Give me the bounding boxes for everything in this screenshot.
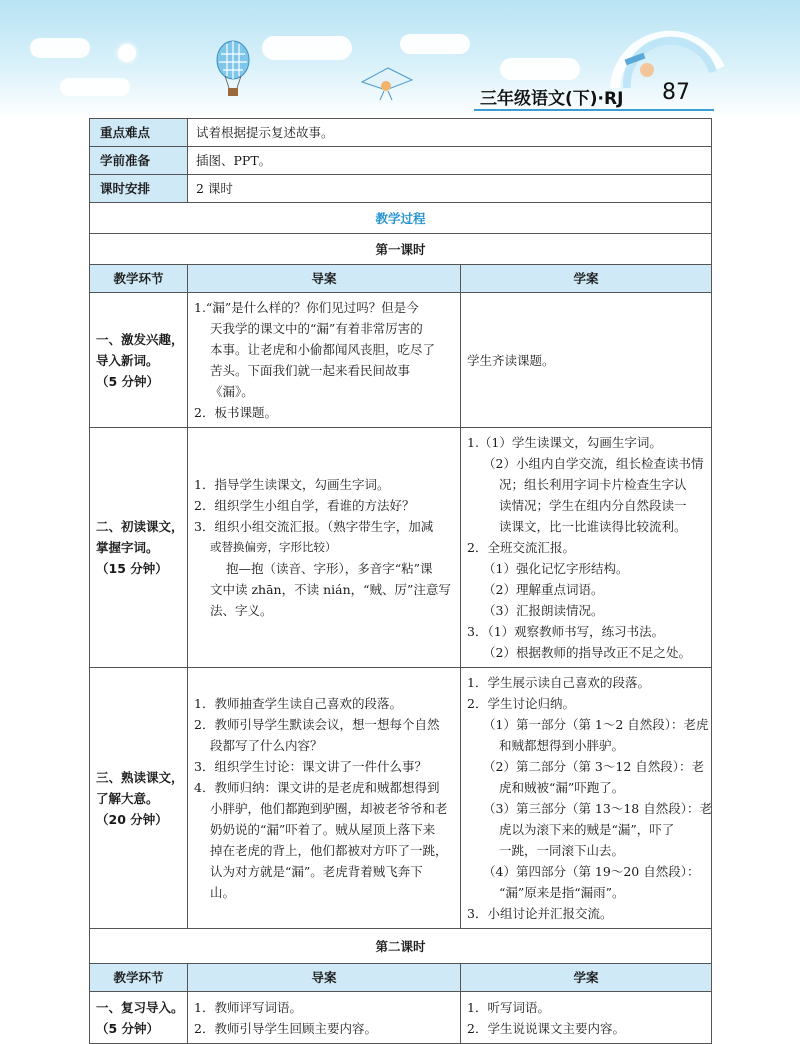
study-line: 一跳，一同滚下山去。: [499, 843, 625, 858]
stage-text: 了解大意。: [96, 790, 159, 806]
sun-icon: [118, 44, 136, 62]
guide-line: 4．教师归纳：课文讲的是老虎和贼都想得到: [194, 780, 440, 795]
guide-line: 山。: [210, 885, 236, 900]
study-line: （3）汇报朗读情况。: [483, 603, 604, 618]
info-row: [90, 175, 712, 203]
column-header: 导案: [188, 265, 461, 293]
stage-text: 二、初读课文，: [96, 519, 184, 534]
guide-line: 本事。让老虎和小偷都闻风丧胆，吃尽了: [210, 342, 436, 357]
study-line: 1.（1）学生读课文，勾画生字词。: [467, 435, 662, 450]
info-value: 插图、PPT。: [188, 147, 712, 175]
stage-text: （5 分钟）: [96, 1020, 160, 1036]
study-line: （2）小组内自学交流，组长检查读书情: [483, 456, 704, 471]
study-line: 读情况；学生在组内分自然段读一: [499, 498, 687, 513]
table-row: [90, 992, 712, 1044]
lesson-plan-table: [89, 118, 712, 1044]
column-header: 教学环节: [90, 964, 188, 992]
stage-cell: [90, 428, 188, 668]
study-line: （2）理解重点词语。: [483, 582, 604, 597]
stage-text: 一、激发兴趣，: [96, 331, 184, 347]
stage-text: （15 分钟）: [96, 561, 168, 576]
header-illustration: [0, 0, 800, 118]
study-line: （2）第二部分（第 3～12 自然段）：老: [483, 759, 705, 774]
table-row: [90, 428, 712, 668]
info-label: 课时安排: [90, 175, 188, 203]
stage-text: 掌握字词。: [96, 540, 159, 555]
column-header: 教学环节: [90, 265, 188, 293]
study-line: 1．学生展示读自己喜欢的段落。: [467, 675, 650, 690]
lesson2-title: 第二课时: [90, 929, 712, 964]
study-line: （2）根据教师的指导改正不足之处。: [483, 645, 691, 660]
column-header: 学案: [461, 265, 712, 293]
table-row: [90, 293, 712, 428]
guide-line: 或替换偏旁，字形比较）: [210, 540, 337, 554]
stage-cell: [90, 293, 188, 428]
study-cell: [461, 293, 712, 428]
info-row: [90, 147, 712, 175]
stage-cell: [90, 992, 188, 1044]
guide-line: 1．教师抽查学生读自己喜欢的段落。: [194, 696, 402, 711]
guide-line: 1．指导学生读课文，勾画生字词。: [194, 477, 390, 492]
guide-line: 小胖驴，他们都跑到驴圈，却被老爷爷和老: [210, 801, 448, 816]
study-cell: [461, 668, 712, 929]
column-header: 导案: [188, 964, 461, 992]
study-line: 况；组长利用字词卡片检查生字认: [499, 477, 687, 492]
lesson1-title: 第一课时: [90, 234, 712, 265]
guide-line: 天我学的课文中的“漏”有着非常厉害的: [210, 321, 423, 336]
study-line: 2．学生说说课文主要内容。: [467, 1020, 625, 1036]
cloud-shape: [60, 78, 130, 96]
column-headers: [90, 265, 712, 293]
guide-line: 1.“漏”是什么样的？你们见过吗？但是今: [194, 300, 419, 315]
info-row: [90, 119, 712, 147]
study-cell: [461, 992, 712, 1044]
guide-line: 文中读 zhān，不读 nián，“贼、厉”注意写: [210, 582, 451, 597]
guide-line: 抱—抱（读音、字形），多音字“粘”课: [226, 561, 433, 576]
stage-text: 导入新词。: [96, 352, 159, 368]
cloud-shape: [30, 38, 90, 58]
guide-line: 2．教师引导学生默读会议，想一想每个自然: [194, 717, 440, 732]
study-line: 3．（1）观察教师书写，练习书法。: [467, 624, 665, 639]
cloud-shape: [400, 34, 470, 54]
guide-line: 3．组织学生讨论：课文讲了一件什么事？: [194, 759, 427, 774]
study-line: “漏”原来是指“漏雨”。: [499, 885, 625, 900]
guide-line: 2．教师引导学生回顾主要内容。: [194, 1020, 377, 1036]
study-line: 2．全班交流汇报。: [467, 540, 575, 555]
cloud-shape: [262, 36, 352, 60]
stage-text: （20 分钟）: [96, 811, 168, 827]
guide-line: 1．教师评写词语。: [194, 999, 302, 1015]
study-line: 1．听写词语。: [467, 999, 550, 1015]
stage-text: 三、熟读课文，: [96, 769, 184, 785]
guide-cell: [188, 428, 461, 668]
hot-air-balloon-icon: [215, 40, 251, 100]
column-header: 学案: [461, 964, 712, 992]
page-number: 87: [662, 80, 690, 105]
rainbow-icon: [605, 8, 725, 88]
study-line: （1）强化记忆字形结构。: [483, 561, 629, 576]
stage-text: 一、复习导入。: [96, 999, 184, 1015]
header-divider: [474, 109, 714, 111]
guide-line: 2．组织学生小组自学，看谁的方法好？: [194, 498, 415, 513]
guide-cell: [188, 668, 461, 929]
info-label: 学前准备: [90, 147, 188, 175]
stage-text: （5 分钟）: [96, 373, 160, 389]
guide-line: 法、字义。: [210, 603, 273, 618]
study-line: 3．小组讨论并汇报交流。: [467, 906, 613, 921]
stage-cell: [90, 668, 188, 929]
study-line: 读课文，比一比谁读得比较流利。: [499, 519, 687, 534]
study-line: 和贼都想得到小胖驴。: [499, 738, 625, 753]
guide-line: 段都写了什么内容？: [210, 738, 323, 753]
guide-cell: [188, 992, 461, 1044]
info-value: 试着根据提示复述故事。: [188, 119, 712, 147]
study-line: 2．学生讨论归纳。: [467, 696, 575, 711]
guide-line: 奶奶说的“漏”吓着了。贼从屋顶上落下来: [210, 822, 436, 837]
study-line: 虎以为滚下来的贼是“漏”，吓了: [499, 822, 675, 837]
cloud-shape: [500, 58, 580, 80]
study-cell: [461, 428, 712, 668]
study-line: （3）第三部分（第 13～18 自然段）：老: [483, 801, 712, 816]
guide-line: 3．组织小组交流汇报。（熟字带生字，加减: [194, 519, 434, 534]
study-line: （1）第一部分（第 1～2 自然段）：老虎: [483, 717, 709, 732]
guide-line: 认为对方就是“漏”。老虎背着贼飞奔下: [210, 864, 423, 879]
guide-line: 苦头。下面我们就一起来看民间故事: [210, 363, 411, 378]
guide-cell: [188, 293, 461, 428]
study-line: 虎和贼被“漏”吓跑了。: [499, 780, 625, 795]
column-headers: [90, 964, 712, 992]
table-row: [90, 668, 712, 929]
guide-line: 2．板书课题。: [194, 405, 277, 420]
info-label: 重点难点: [90, 119, 188, 147]
info-value: 2 课时: [188, 175, 712, 203]
study-line: 学生齐读课题。: [467, 352, 555, 368]
study-line: （4）第四部分（第 19～20 自然段）：: [483, 864, 700, 879]
guide-line: 《漏》。: [210, 384, 254, 399]
book-title: 三年级语文(下)·RJ: [480, 89, 624, 109]
kite-icon: [360, 66, 414, 102]
guide-line: 掉在老虎的背上，他们都被对方吓了一跳，: [210, 843, 448, 858]
process-title: 教学过程: [90, 203, 712, 234]
